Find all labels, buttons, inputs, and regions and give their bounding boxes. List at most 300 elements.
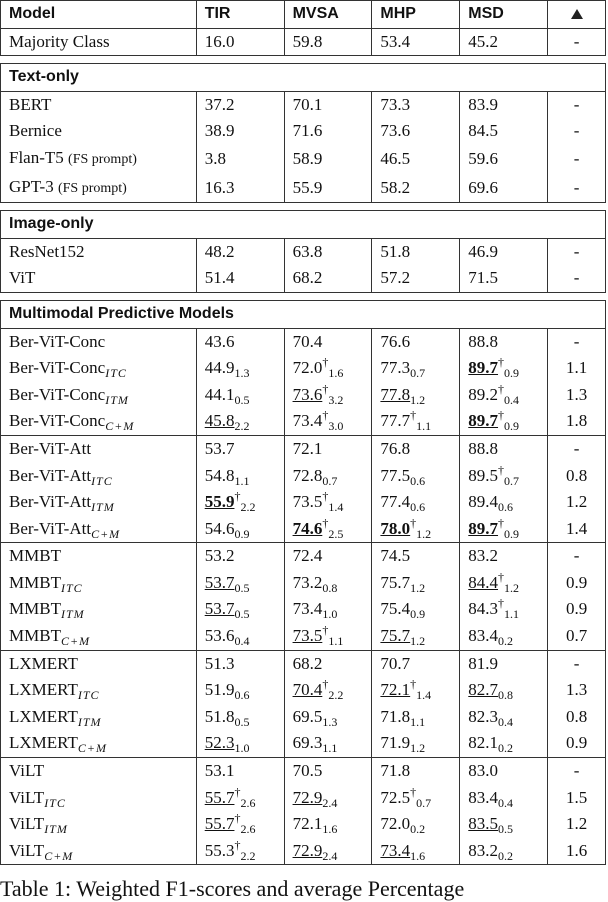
table-row <box>1 238 606 265</box>
table-cell: 51.3 <box>196 650 284 677</box>
table-row <box>1 408 606 435</box>
table-row <box>1 811 606 838</box>
table-row <box>1 570 606 597</box>
table-cell: $73.4^\dagger_{3.0}$ <box>284 408 372 435</box>
table-cell: 72.1 <box>284 435 372 462</box>
subscript: 0.4 <box>498 714 514 729</box>
header-mvsa: MVSA <box>284 1 372 29</box>
table-row <box>1 704 606 731</box>
subscript: 1.0 <box>322 607 338 622</box>
table-cell: $55.3^\dagger_{2.2}$ <box>196 838 284 865</box>
table-cell: - <box>548 265 606 292</box>
table-cell: 16.3 <box>196 174 284 203</box>
table-row <box>1 174 606 203</box>
dagger-mark: † <box>234 784 241 799</box>
table-row <box>1 382 606 409</box>
table-row <box>1 677 606 704</box>
table-row <box>1 463 606 490</box>
dagger-mark: † <box>498 596 505 611</box>
table-cell: Ber-ViT-Conc$_{ITM}$ <box>1 382 197 409</box>
header-msd: MSD <box>460 1 548 29</box>
dagger-mark: † <box>322 515 329 530</box>
dagger-mark: † <box>498 408 505 423</box>
subscript: 2.4 <box>322 848 338 863</box>
table-cell: $LXMERT_{C+M}$ <box>1 730 197 757</box>
table-cell: $LXMERT_{ITM}$ <box>1 704 197 731</box>
dagger-mark: † <box>234 489 241 504</box>
table-row <box>1 758 606 785</box>
subscript: 1.4 <box>328 500 344 515</box>
subscript: 1.2 <box>410 392 426 407</box>
subscript: 1.2 <box>416 526 432 541</box>
table-cell: - <box>548 118 606 145</box>
dagger-mark: † <box>322 677 329 692</box>
table-row <box>1 265 606 292</box>
table-cell: $44.1_{0.5}$ <box>196 382 284 409</box>
subscript: 0.7 <box>504 473 520 488</box>
table-cell: 51.4 <box>196 265 284 292</box>
table-cell <box>1 292 606 300</box>
table-cell: $55.7^\dagger_{2.6}$ <box>196 811 284 838</box>
table-cell: $78.0^\dagger_{1.2}$ <box>372 516 460 543</box>
subscript: 1.6 <box>322 822 338 837</box>
table-cell: 70.1 <box>284 91 372 118</box>
table-cell: Bernice <box>1 118 197 145</box>
table-cell: 70.4 <box>284 328 372 355</box>
table-cell: $MMBT_{ITC}$ <box>1 570 197 597</box>
table-cell: 1.8 <box>548 408 606 435</box>
dagger-mark: † <box>322 408 329 423</box>
table-cell: 76.6 <box>372 328 460 355</box>
table-cell: GPT-3 (FS prompt) <box>1 174 197 203</box>
dagger-mark: † <box>234 811 241 826</box>
table-cell: $73.5^\dagger_{1.4}$ <box>284 489 372 516</box>
table-cell: $75.7_{1.2}$ <box>372 570 460 597</box>
table-cell: 48.2 <box>196 238 284 265</box>
table-cell: $72.0_{0.2}$ <box>372 811 460 838</box>
subscript: ITC <box>91 473 113 488</box>
table-cell: 71.6 <box>284 118 372 145</box>
dagger-mark: † <box>410 515 417 530</box>
subscript: 0.9 <box>504 419 520 434</box>
table-cell: 88.8 <box>460 435 548 462</box>
table-cell: - <box>548 174 606 203</box>
table-cell: 72.4 <box>284 543 372 570</box>
table-cell: Ber-ViT-Conc$_{C+M}$ <box>1 408 197 435</box>
table-row <box>1 650 606 677</box>
subscript: C+M <box>91 526 121 541</box>
table-cell: $75.4_{0.9}$ <box>372 596 460 623</box>
table-cell: ViT <box>1 265 197 292</box>
header-mhp: MHP <box>372 1 460 29</box>
table-cell: $82.3_{0.4}$ <box>460 704 548 731</box>
table-cell: $52.3_{1.0}$ <box>196 730 284 757</box>
table-cell: 57.2 <box>372 265 460 292</box>
table-cell: 45.2 <box>460 28 548 56</box>
subscript: C+M <box>60 634 91 649</box>
subscript: 1.2 <box>504 580 520 595</box>
subscript: 0.2 <box>498 741 514 756</box>
table-cell: $77.7^\dagger_{1.1}$ <box>372 408 460 435</box>
table-cell: 83.9 <box>460 91 548 118</box>
subscript: C+M <box>44 848 74 863</box>
table-cell: 37.2 <box>196 91 284 118</box>
table-cell: 1.3 <box>548 382 606 409</box>
table-cell: 88.8 <box>460 328 548 355</box>
table-row <box>1 596 606 623</box>
section-header <box>1 64 606 92</box>
table-cell: $73.4_{1.0}$ <box>284 596 372 623</box>
subscript: 0.6 <box>234 688 250 703</box>
subscript: ITM <box>60 607 85 622</box>
table-cell: $51.9_{0.6}$ <box>196 677 284 704</box>
table-cell: LXMERT <box>1 650 197 677</box>
subscript: 2.2 <box>240 848 256 863</box>
table-cell: $75.7_{1.2}$ <box>372 623 460 650</box>
table-cell: 74.5 <box>372 543 460 570</box>
table-cell: - <box>548 28 606 56</box>
table-cell: Image-only <box>1 211 606 239</box>
table-cell: Majority Class <box>1 28 197 56</box>
subscript: C+M <box>77 741 107 756</box>
table-cell: 53.7 <box>196 435 284 462</box>
dagger-mark: † <box>410 677 417 692</box>
table-row <box>1 516 606 543</box>
subscript: 0.9 <box>234 526 250 541</box>
dagger-mark: † <box>322 489 329 504</box>
table-cell: $83.5_{0.5}$ <box>460 811 548 838</box>
table-cell: $77.5_{0.6}$ <box>372 463 460 490</box>
table-cell: $70.4^\dagger_{2.2}$ <box>284 677 372 704</box>
table-row <box>1 489 606 516</box>
table-cell: 70.5 <box>284 758 372 785</box>
subscript: ITM <box>44 822 68 837</box>
subscript: 0.5 <box>498 822 514 837</box>
table-cell: $54.6_{0.9}$ <box>196 516 284 543</box>
dagger-mark: † <box>498 381 505 396</box>
table-cell: - <box>548 145 606 174</box>
table-cell: ViLT$_{ITC}$ <box>1 785 197 812</box>
subscript: 0.9 <box>504 526 520 541</box>
table-row <box>1 328 606 355</box>
subscript: 0.6 <box>498 500 514 515</box>
table-cell: $LXMERT_{ITC}$ <box>1 677 197 704</box>
table-cell: $44.9_{1.3}$ <box>196 355 284 382</box>
subscript: ITC <box>105 366 127 381</box>
table-cell: $74.6^\dagger_{2.5}$ <box>284 516 372 543</box>
table-cell: 1.3 <box>548 677 606 704</box>
subscript: 1.6 <box>328 366 344 381</box>
subscript: 1.1 <box>416 419 432 434</box>
table-cell: ViLT <box>1 758 197 785</box>
table-cell: 83.2 <box>460 543 548 570</box>
subscript: 1.4 <box>416 688 432 703</box>
subscript: 0.9 <box>410 607 426 622</box>
subscript: 1.2 <box>410 580 426 595</box>
header-row <box>1 1 606 29</box>
table-cell: 63.8 <box>284 238 372 265</box>
subscript: 2.4 <box>322 795 338 810</box>
table-cell: $77.4_{0.6}$ <box>372 489 460 516</box>
table-cell: 53.4 <box>372 28 460 56</box>
table-cell: BERT <box>1 91 197 118</box>
table-cell: 73.3 <box>372 91 460 118</box>
dagger-mark: † <box>322 381 329 396</box>
subscript: 0.7 <box>410 366 426 381</box>
table-cell: $72.0^\dagger_{1.6}$ <box>284 355 372 382</box>
table-cell: $89.2^\dagger_{0.4}$ <box>460 382 548 409</box>
subscript: 0.4 <box>504 392 520 407</box>
subscript: 0.7 <box>322 473 338 488</box>
table-cell: $89.7^\dagger_{0.9}$ <box>460 355 548 382</box>
table-cell: $89.4_{0.6}$ <box>460 489 548 516</box>
subscript: ITM <box>105 392 129 407</box>
subscript: 2.6 <box>240 795 256 810</box>
subscript: 1.2 <box>410 634 426 649</box>
subscript: ITC <box>60 580 83 595</box>
table-cell: $72.9_{2.4}$ <box>284 785 372 812</box>
table-cell: - <box>548 543 606 570</box>
table-row <box>1 543 606 570</box>
subscript: 2.6 <box>240 822 256 837</box>
table-cell: 0.9 <box>548 730 606 757</box>
subscript: 1.1 <box>328 634 344 649</box>
table-cell: 59.6 <box>460 145 548 174</box>
table-row <box>1 730 606 757</box>
subscript: 0.2 <box>498 634 514 649</box>
table-cell: - <box>548 328 606 355</box>
table-cell: 1.5 <box>548 785 606 812</box>
table-cell: 0.9 <box>548 596 606 623</box>
dagger-mark: † <box>322 355 329 370</box>
table-cell: - <box>548 238 606 265</box>
table-cell: Text-only <box>1 64 606 92</box>
table-cell: 59.8 <box>284 28 372 56</box>
table-cell: $84.3^\dagger_{1.1}$ <box>460 596 548 623</box>
table-cell: 53.2 <box>196 543 284 570</box>
table-cell: 69.6 <box>460 174 548 203</box>
table-cell: 46.5 <box>372 145 460 174</box>
subscript: 0.5 <box>234 580 250 595</box>
header-model: Model <box>1 1 197 29</box>
subscript: 1.2 <box>410 741 426 756</box>
header-tir: TIR <box>196 1 284 29</box>
table-cell: $53.6_{0.4}$ <box>196 623 284 650</box>
table-cell: ViLT$_{ITM}$ <box>1 811 197 838</box>
table-row <box>1 145 606 174</box>
subscript: 0.8 <box>322 580 338 595</box>
table-cell: $69.5_{1.3}$ <box>284 704 372 731</box>
table-cell: $77.3_{0.7}$ <box>372 355 460 382</box>
table-cell: $55.9^\dagger_{2.2}$ <box>196 489 284 516</box>
table-cell: $72.1^\dagger_{1.4}$ <box>372 677 460 704</box>
table-cell: $53.7_{0.5}$ <box>196 596 284 623</box>
subscript: 1.3 <box>234 366 250 381</box>
table-cell: 51.8 <box>372 238 460 265</box>
table-cell: Ber-ViT-Conc <box>1 328 197 355</box>
subscript: 1.6 <box>410 848 426 863</box>
table-cell: $83.4_{0.4}$ <box>460 785 548 812</box>
table-cell: $89.5^\dagger_{0.7}$ <box>460 463 548 490</box>
subscript: ITM <box>77 714 102 729</box>
table-cell: - <box>548 91 606 118</box>
table-cell: - <box>548 650 606 677</box>
table-cell: $84.4^\dagger_{1.2}$ <box>460 570 548 597</box>
table-cell: 81.9 <box>460 650 548 677</box>
table-cell: Ber-ViT-Att <box>1 435 197 462</box>
subscript: 1.1 <box>504 607 520 622</box>
table-cell: 76.8 <box>372 435 460 462</box>
table-cell: 1.2 <box>548 489 606 516</box>
table-cell: $83.2_{0.2}$ <box>460 838 548 865</box>
subscript: 0.4 <box>498 795 514 810</box>
table-cell: 53.1 <box>196 758 284 785</box>
subscript: 2.2 <box>240 500 256 515</box>
subscript: 3.2 <box>328 392 344 407</box>
subscript: 0.9 <box>504 366 520 381</box>
delta-triangle-icon <box>571 9 583 19</box>
table-cell <box>1 203 606 211</box>
table-caption: Table 1: Weighted F1-scores and average Percentage <box>0 876 465 901</box>
table-cell: MMBT <box>1 543 197 570</box>
dagger-mark: † <box>498 462 505 477</box>
subscript: 1.3 <box>322 714 338 729</box>
subscript: 0.5 <box>234 607 250 622</box>
table-cell: - <box>548 758 606 785</box>
table-cell: 38.9 <box>196 118 284 145</box>
subscript: 2.5 <box>328 526 344 541</box>
table-cell: 0.7 <box>548 623 606 650</box>
table-cell: $73.5^\dagger_{1.1}$ <box>284 623 372 650</box>
table-cell: 46.9 <box>460 238 548 265</box>
table-cell: $71.8_{1.1}$ <box>372 704 460 731</box>
table-cell: - <box>548 435 606 462</box>
table-cell: 83.0 <box>460 758 548 785</box>
table-cell: $72.9_{2.4}$ <box>284 838 372 865</box>
table-cell: 58.9 <box>284 145 372 174</box>
subscript: 1.1 <box>234 473 250 488</box>
table-cell: 55.9 <box>284 174 372 203</box>
subscript: 2.2 <box>234 419 250 434</box>
dagger-mark: † <box>410 408 417 423</box>
subscript: 0.6 <box>410 473 426 488</box>
dagger-mark: † <box>498 355 505 370</box>
table-row <box>1 118 606 145</box>
table-row <box>1 91 606 118</box>
table-cell: 84.5 <box>460 118 548 145</box>
table-cell: $MMBT_{C+M}$ <box>1 623 197 650</box>
table-cell: 3.8 <box>196 145 284 174</box>
subscript: 0.2 <box>410 822 426 837</box>
dagger-mark: † <box>234 837 241 852</box>
subscript: 1.0 <box>234 741 250 756</box>
subscript: C+M <box>105 419 135 434</box>
table-row <box>1 355 606 382</box>
table-cell: Flan-T5 (FS prompt) <box>1 145 197 174</box>
subscript: 0.6 <box>410 500 426 515</box>
table-cell: $54.8_{1.1}$ <box>196 463 284 490</box>
table-row <box>1 435 606 462</box>
table-row <box>1 838 606 865</box>
table-cell: $89.7^\dagger_{0.9}$ <box>460 516 548 543</box>
header-delta <box>548 1 606 29</box>
table-cell <box>1 56 606 64</box>
table-cell: $77.8_{1.2}$ <box>372 382 460 409</box>
dagger-mark: † <box>498 569 505 584</box>
subscript: 0.7 <box>416 795 432 810</box>
subscript: 0.5 <box>234 392 250 407</box>
subscript: 1.1 <box>410 714 426 729</box>
subscript: 3.0 <box>328 419 344 434</box>
table-cell: 0.9 <box>548 570 606 597</box>
section-header <box>1 211 606 239</box>
table-cell: Ber-ViT-Att$_{ITM}$ <box>1 489 197 516</box>
table-cell: 16.0 <box>196 28 284 56</box>
table-cell: 1.6 <box>548 838 606 865</box>
table-cell: $83.4_{0.2}$ <box>460 623 548 650</box>
table-cell: 0.8 <box>548 463 606 490</box>
table-cell: $73.6^\dagger_{3.2}$ <box>284 382 372 409</box>
table-cell: 1.2 <box>548 811 606 838</box>
table-cell: $89.7^\dagger_{0.9}$ <box>460 408 548 435</box>
table-cell: 71.8 <box>372 758 460 785</box>
table-cell: $73.4_{1.6}$ <box>372 838 460 865</box>
section-header <box>1 300 606 328</box>
table-cell: Ber-ViT-Conc$_{ITC}$ <box>1 355 197 382</box>
dagger-mark: † <box>322 623 329 638</box>
table-cell: 70.7 <box>372 650 460 677</box>
table-cell: $72.8_{0.7}$ <box>284 463 372 490</box>
subscript: 0.4 <box>234 634 250 649</box>
table-cell: Multimodal Predictive Models <box>1 300 606 328</box>
subscript: ITC <box>77 688 100 703</box>
subscript: 0.5 <box>234 714 250 729</box>
dagger-mark: † <box>410 784 417 799</box>
subscript: 0.2 <box>498 848 514 863</box>
table-row <box>1 28 606 56</box>
table-cell: ResNet152 <box>1 238 197 265</box>
table-cell: Ber-ViT-Att$_{ITC}$ <box>1 463 197 490</box>
subscript: ITC <box>44 795 66 810</box>
table-cell: $72.5^\dagger_{0.7}$ <box>372 785 460 812</box>
table-cell: 71.5 <box>460 265 548 292</box>
table-cell: $53.7_{0.5}$ <box>196 570 284 597</box>
table-cell: 1.4 <box>548 516 606 543</box>
table-cell: $73.2_{0.8}$ <box>284 570 372 597</box>
subscript: ITM <box>91 500 115 515</box>
table-cell: $71.9_{1.2}$ <box>372 730 460 757</box>
subscript: 0.8 <box>498 688 514 703</box>
table-cell: $82.1_{0.2}$ <box>460 730 548 757</box>
dagger-mark: † <box>498 515 505 530</box>
table-cell: $45.8_{2.2}$ <box>196 408 284 435</box>
subscript: 2.2 <box>328 688 344 703</box>
table-cell: $72.1_{1.6}$ <box>284 811 372 838</box>
table-cell: $69.3_{1.1}$ <box>284 730 372 757</box>
table-cell: Ber-ViT-Att$_{C+M}$ <box>1 516 197 543</box>
table-cell: 1.1 <box>548 355 606 382</box>
table-cell: 43.6 <box>196 328 284 355</box>
subscript: 1.1 <box>322 741 338 756</box>
table-cell: 68.2 <box>284 265 372 292</box>
table-cell: 58.2 <box>372 174 460 203</box>
table-cell: 73.6 <box>372 118 460 145</box>
table-cell: $51.8_{0.5}$ <box>196 704 284 731</box>
table-cell: ViLT$_{C+M}$ <box>1 838 197 865</box>
table-cell: 68.2 <box>284 650 372 677</box>
table-row <box>1 785 606 812</box>
table-cell: 0.8 <box>548 704 606 731</box>
